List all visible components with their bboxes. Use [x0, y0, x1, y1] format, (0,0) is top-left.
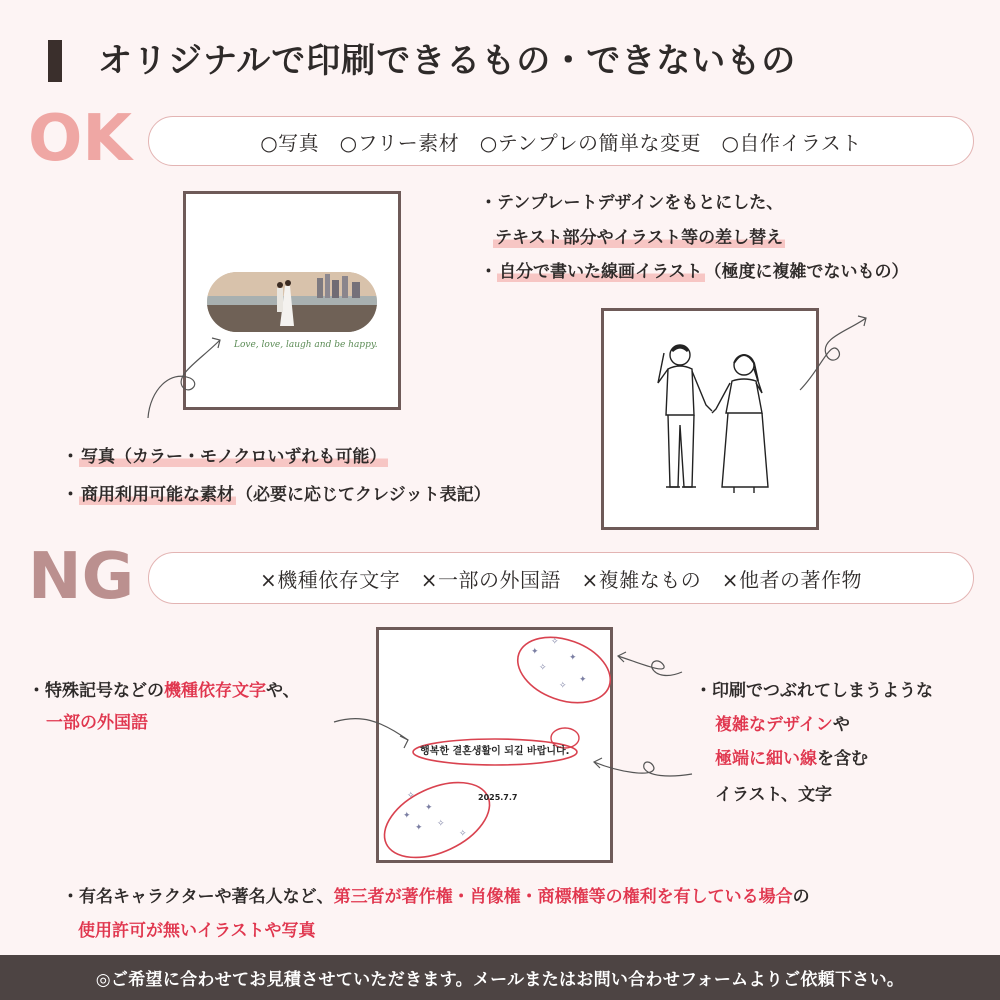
svg-text:✦: ✦: [579, 675, 587, 685]
ok-label: OK: [28, 102, 132, 176]
ng-bullet-special-chars: [28, 678, 300, 704]
ng-bullet-print-crush: ・印刷でつぶれてしまうような: [695, 681, 933, 701]
svg-text:✧: ✧: [551, 637, 559, 647]
svg-text:✧: ✧: [539, 663, 547, 673]
ng-bullet-illust-text: イラスト、文字: [715, 785, 832, 805]
photo-caption-script: Love, love, laugh and be happy.: [234, 340, 378, 350]
ng-red-complex: 複雑なデザイン: [715, 715, 833, 735]
ok-bullet-lineart: [480, 259, 909, 285]
arrow-to-symbol: [588, 752, 698, 792]
svg-text:✦: ✦: [569, 653, 577, 663]
svg-text:✧: ✧: [559, 681, 567, 691]
svg-text:✦: ✦: [403, 811, 411, 821]
ng-red-rights: 第三者が著作権・肖像権・商標権等の権利を有している場合: [333, 887, 793, 907]
ng-red-device-chars: 機種依存文字: [164, 681, 266, 701]
page-title: オリジナルで印刷できるもの・できないもの: [98, 41, 797, 81]
svg-text:✧: ✧: [459, 829, 467, 839]
ng-text: ・有名キャラクターや著名人など、: [62, 887, 334, 907]
ok-material-note: （必要に応じてクレジット表記）: [236, 485, 491, 505]
ng-date-text: 2025.7.7: [478, 793, 518, 802]
lineart-frame-sample: [601, 308, 819, 530]
ok-summary-pill: ○写真 ○フリー素材 ○テンプレの簡単な変更 ○自作イラスト: [148, 116, 974, 166]
curly-arrow-lineart: [790, 310, 880, 400]
ok-highlight-lineart: 自分で書いた線画イラスト: [499, 262, 703, 282]
ok-bullet-photo: [62, 444, 388, 470]
ng-bullet-foreign: [46, 710, 148, 736]
couple-photo: [207, 272, 377, 332]
ng-red-no-permission: 使用許可が無いイラストや写真: [78, 921, 316, 941]
ng-bullet-complex: [715, 712, 850, 738]
bullet-dot: ・: [62, 447, 79, 467]
ng-text-suffix: を含む: [817, 749, 868, 769]
bullet-dot: ・: [62, 485, 79, 505]
ng-text-suffix: の: [792, 887, 810, 907]
couple-lineart-illustration: [604, 311, 816, 527]
ng-red-foreign: 一部の外国語: [46, 713, 148, 733]
beach-photo-graphic: [207, 272, 377, 332]
ng-korean-text: 행복한 결혼생활이 되길 바랍니다.: [420, 746, 570, 757]
title-bar-accent: [48, 40, 62, 82]
curly-arrow-photo: [140, 330, 230, 420]
ng-bullet-no-permission: [78, 918, 316, 944]
svg-text:✦: ✦: [531, 647, 539, 657]
arrow-to-korean: [330, 710, 420, 760]
ok-highlight-replace: テキスト部分やイラスト等の差し替え: [495, 228, 784, 248]
ok-highlight-photo: 写真（カラー・モノクロいずれも可能）: [81, 447, 387, 467]
svg-text:✦: ✦: [425, 803, 433, 813]
svg-text:✧: ✧: [437, 819, 445, 829]
ok-bullet-material: [62, 482, 491, 508]
ng-text: ・特殊記号などの: [28, 681, 164, 701]
ng-red-thin-line: 極端に細い線: [715, 749, 817, 769]
svg-text:✧: ✧: [407, 791, 415, 801]
ok-bullet-template-2: [493, 225, 785, 251]
ng-bullet-thin-line: [715, 746, 868, 772]
ng-summary-pill: ×機種依存文字 ×一部の外国語 ×複雑なもの ×他者の著作物: [148, 552, 974, 604]
ok-highlight-material: 商用利用可能な素材: [81, 485, 234, 505]
ok-lineart-note: （極度に複雑でないもの）: [704, 262, 909, 282]
footer-notice: ◎ご希望に合わせてお見積させていただきます。メールまたはお問い合わせフォームよりご依頼下さい。: [0, 955, 1000, 1000]
ok-bullet-template: ・テンプレートデザインをもとにした、: [480, 193, 784, 213]
ng-bullet-third-party: [62, 884, 810, 910]
ng-text-suffix: や: [832, 715, 850, 735]
svg-text:✦: ✦: [415, 823, 423, 833]
ng-text-suffix: や、: [266, 681, 300, 701]
ng-label: NG: [28, 540, 135, 614]
bullet-dot: ・: [480, 262, 497, 282]
arrow-to-stars: [612, 648, 702, 688]
